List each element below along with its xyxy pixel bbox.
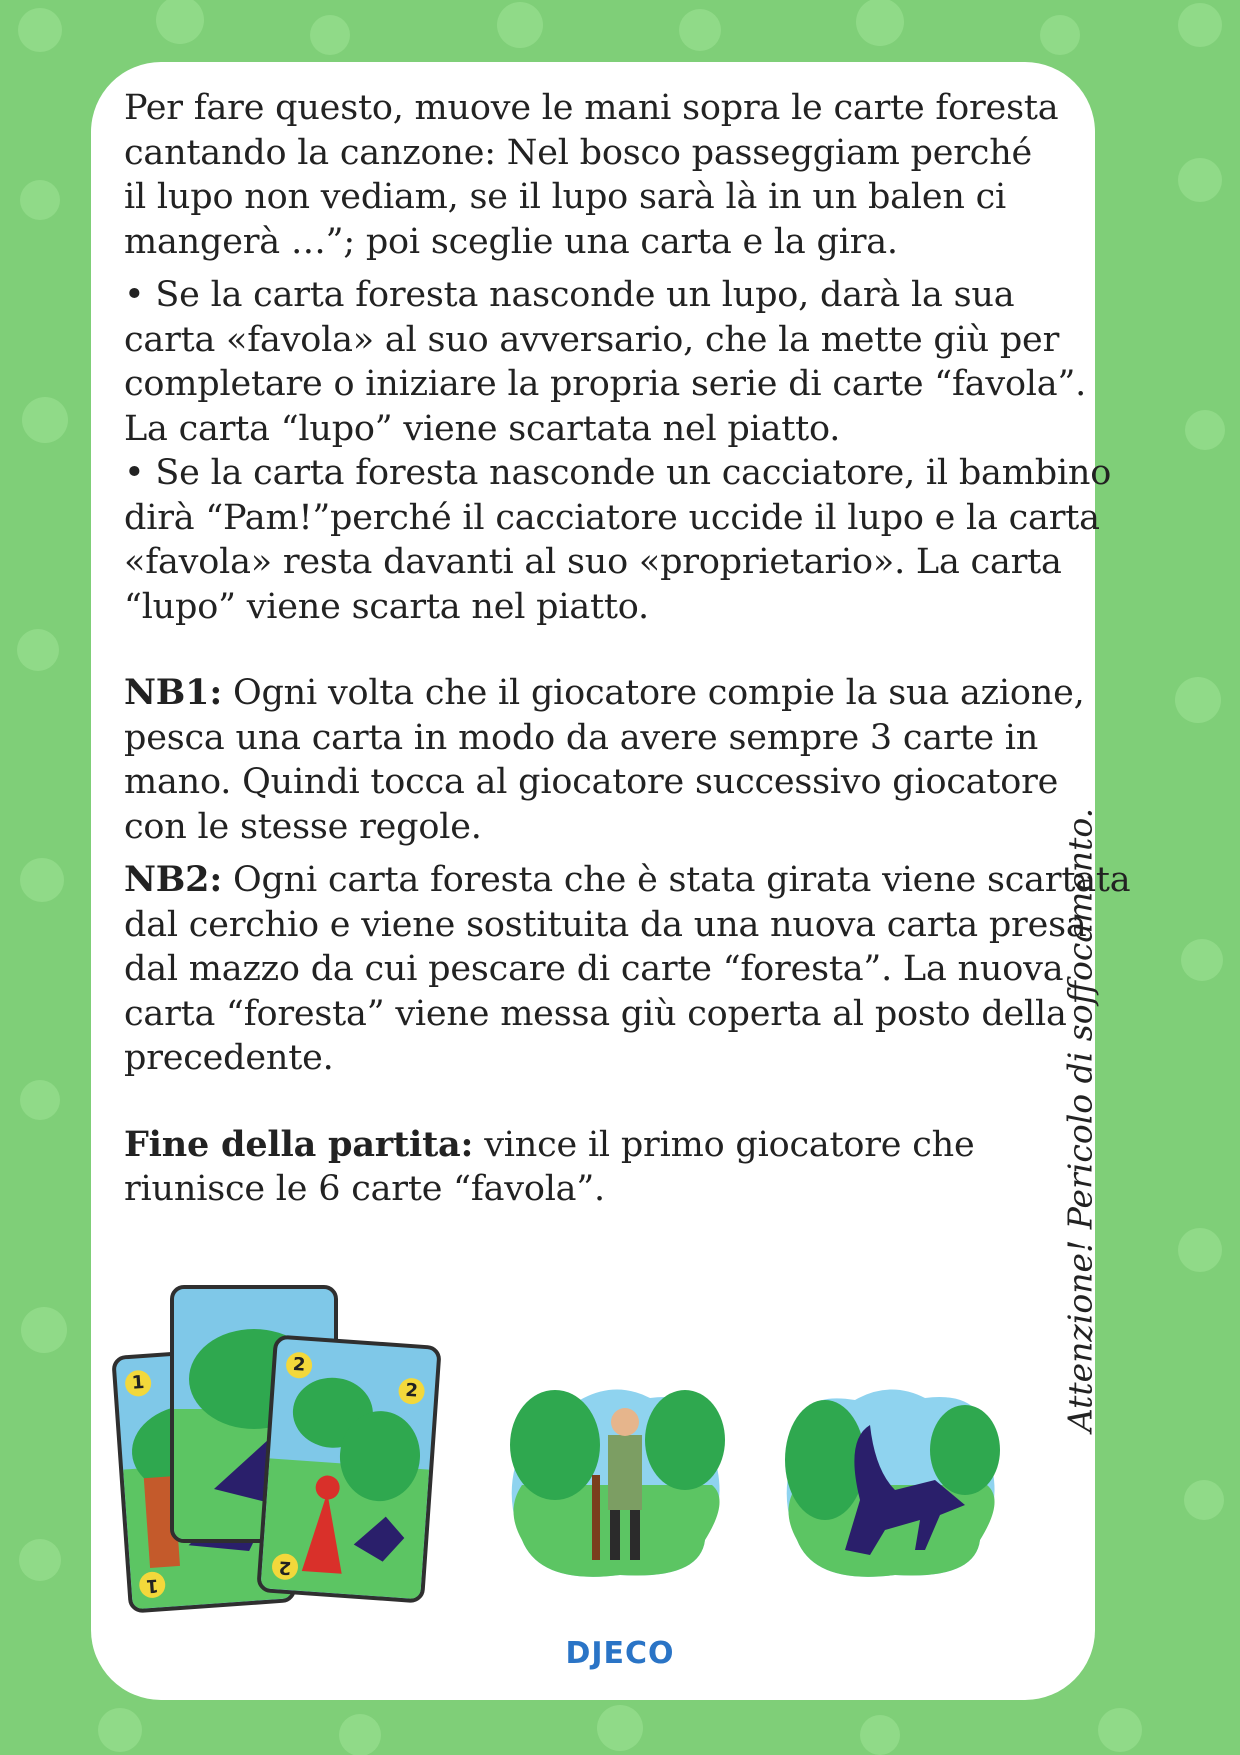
end-line: Fine della partita: vince il primo giocatore che <box>124 1123 975 1165</box>
nb1-line: con le stesse regole. <box>124 806 482 847</box>
card-number: 2 <box>285 1351 313 1379</box>
nb2-line: dal cerchio e viene sostituita da una nuova carta presa <box>124 904 1087 945</box>
end-label: Fine della partita: <box>124 1123 474 1165</box>
rules-line: mangerà …”; poi sceglie una carta e la gira. <box>124 221 898 262</box>
nb2-label: NB2: <box>124 859 223 900</box>
rules-line: “lupo” viene scarta nel piatto. <box>124 586 649 627</box>
nb1-line: mano. Quindi tocca al giocatore successivo giocatore <box>124 762 1059 802</box>
end-line: riunisce le 6 carte “favola”. <box>124 1169 605 1209</box>
rules-line: carta «favola» al suo avversario, che la mette giù per <box>124 319 1060 360</box>
nb2-line: precedente. <box>124 1038 334 1078</box>
hunter-forest-card <box>500 1380 730 1580</box>
nb1-line: NB1: Ogni volta che il giocatore compie la sua azione, <box>124 672 1085 713</box>
rules-line: dirà “Pam!”perché il cacciatore uccide il lupo e la carta <box>124 497 1100 538</box>
nb2-line: NB2: Ogni carta foresta che è stata girata viene scartata <box>124 859 1131 900</box>
rules-line: il lupo non vediam, se il lupo sarà là in un balen ci <box>124 177 1007 217</box>
card-number: 2 <box>398 1377 426 1405</box>
nb1-label: NB1: <box>124 672 223 713</box>
rules-line: Per fare questo, muove le mani sopra le carte foresta <box>124 88 1059 128</box>
rules-line: • Se la carta foresta nasconde un lupo, darà la sua <box>124 275 1015 315</box>
fairy-card-3 <box>256 1334 442 1603</box>
rules-line: «favola» resta davanti al suo «proprietario». La carta <box>124 542 1062 582</box>
rules-line: cantando la canzone: Nel bosco passeggiam perché <box>124 132 1033 173</box>
card-number-bottom: 1 <box>138 1571 166 1599</box>
card-number-bottom: 2 <box>271 1553 299 1581</box>
choking-warning: Attenzione! Pericolo di soffocamento. <box>1060 807 1100 1433</box>
rules-line: • Se la carta foresta nasconde un cacciatore, il bambino <box>124 453 1112 493</box>
nb1-line: pesca una carta in modo da avere sempre 3 carte in <box>124 717 1039 758</box>
rules-line: completare o iniziare la propria serie di carte “favola”. <box>124 364 1087 404</box>
nb2-line: carta “foresta” viene messa giù coperta al posto della <box>124 993 1067 1034</box>
wolf-forest-card <box>775 1380 1005 1580</box>
rules-line: La carta “lupo” viene scartata nel piatto. <box>124 408 841 449</box>
card-number: 1 <box>124 1369 152 1397</box>
nb2-line: dal mazzo da cui pescare di carte “foresta”. La nuova <box>124 949 1064 989</box>
djeco-logo: DJECO <box>565 1636 675 1671</box>
